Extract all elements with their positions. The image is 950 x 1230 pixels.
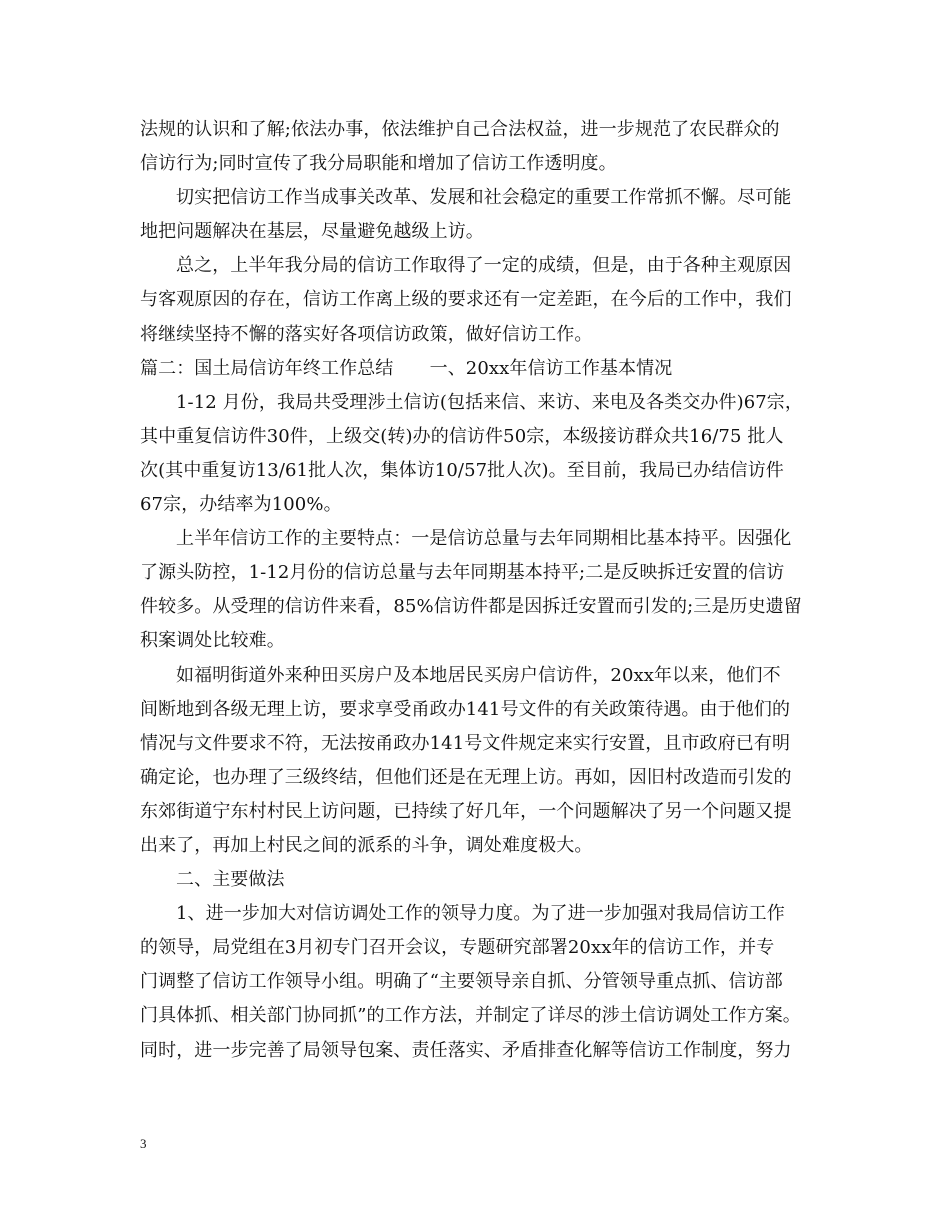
text-line: 将继续坚持不懈的落实好各项信访政策，做好信访工作。 (140, 323, 593, 345)
text-line: 法规的认识和了解;依法办事，依法维护自己合法权益，进一步规范了农民群众的 (140, 119, 780, 140)
paragraph-start: 上半年信访工作的主要特点：一是信访总量与去年同期相比基本持平。因强化 (176, 528, 792, 550)
document-body (140, 113, 820, 1068)
text-line: 地把问题解决在基层，尽量避免越级上访。 (140, 221, 484, 243)
page-number: 3 (140, 1136, 147, 1151)
paragraph-start: 1、进一步加大对信访调处工作的领导力度。为了进一步加强对我局信访工作 (176, 903, 785, 925)
text-line: 情况与文件要求不符，无法按甬政办141号文件规定来实行安置，且市政府已有明 (140, 732, 791, 754)
text-line: 东郊街道宁东村村民上访问题，已持续了好几年，一个问题解决了另一个问题又提 (140, 800, 792, 822)
text-line: 确定论，也办理了三级终结，但他们还是在无理上访。再如，因旧村改造而引发的 (140, 766, 792, 788)
text-line: 了源头防控，1-12月份的信访总量与去年同期基本持平;二是反映拆迁安置的信访 (140, 562, 785, 584)
paragraph-start: 总之，上半年我分局的信访工作取得了一定的成绩，但是，由于各种主观原因 (176, 255, 792, 277)
text-line: 与客观原因的存在，信访工作离上级的要求还有一定差距，在今后的工作中，我们 (140, 289, 792, 311)
text-line: 67宗，办结率为100%。 (140, 494, 342, 516)
paragraph-start: 切实把信访工作当成事关改革、发展和社会稳定的重要工作常抓不懈。尽可能 (176, 187, 792, 209)
text-line: 门具体抓、相关部门协同抓”的工作方法，并制定了详尽的涉土信访调处工作方案。 (140, 1005, 801, 1027)
text-line: 门调整了信访工作领导小组。明确了“主要领导亲自抓、分管领导重点抓、信访部 (140, 971, 783, 993)
paragraph-start: 如福明街道外来种田买房户及本地居民买房户信访件，20xx年以来，他们不 (176, 664, 781, 686)
text-line: 次(其中重复访13/61批人次，集体访10/57批人次)。至目前，我局已办结信访件 (140, 459, 784, 481)
text-line: 的领导，局党组在3月初专门召开会议，专题研究部署20xx年的信访工作，并专 (140, 937, 775, 959)
paragraph-start: 1-12 月份，我局共受理涉土信访(包括来信、来访、来电及各类交办件)67宗， (176, 391, 804, 413)
section-heading: 篇二：国土局信访年终工作总结 一、20xx年信访工作基本情况 (140, 357, 673, 379)
text-line: 其中重复信访件30件，上级交(转)办的信访件50宗，本级接访群众共16/75 批人 (140, 425, 784, 447)
text-line: 出来了，再加上村民之间的派系的斗争，调处难度极大。 (140, 834, 593, 856)
text-line: 同时，进一步完善了局领导包案、责任落实、矛盾排查化解等信访工作制度，努力 (140, 1039, 792, 1061)
text-line: 间断地到各级无理上访，要求享受甬政办141号文件的有关政策待遇。由于他们的 (140, 698, 791, 720)
subsection-heading: 二、主要做法 (176, 869, 285, 891)
text-line: 件较多。从受理的信访件来看，85%信访件都是因拆迁安置而引发的;三是历史遗留 (140, 596, 802, 618)
text-line: 积案调处比较难。 (140, 630, 285, 652)
text-line: 信访行为;同时宣传了我分局职能和增加了信访工作透明度。 (140, 153, 617, 175)
